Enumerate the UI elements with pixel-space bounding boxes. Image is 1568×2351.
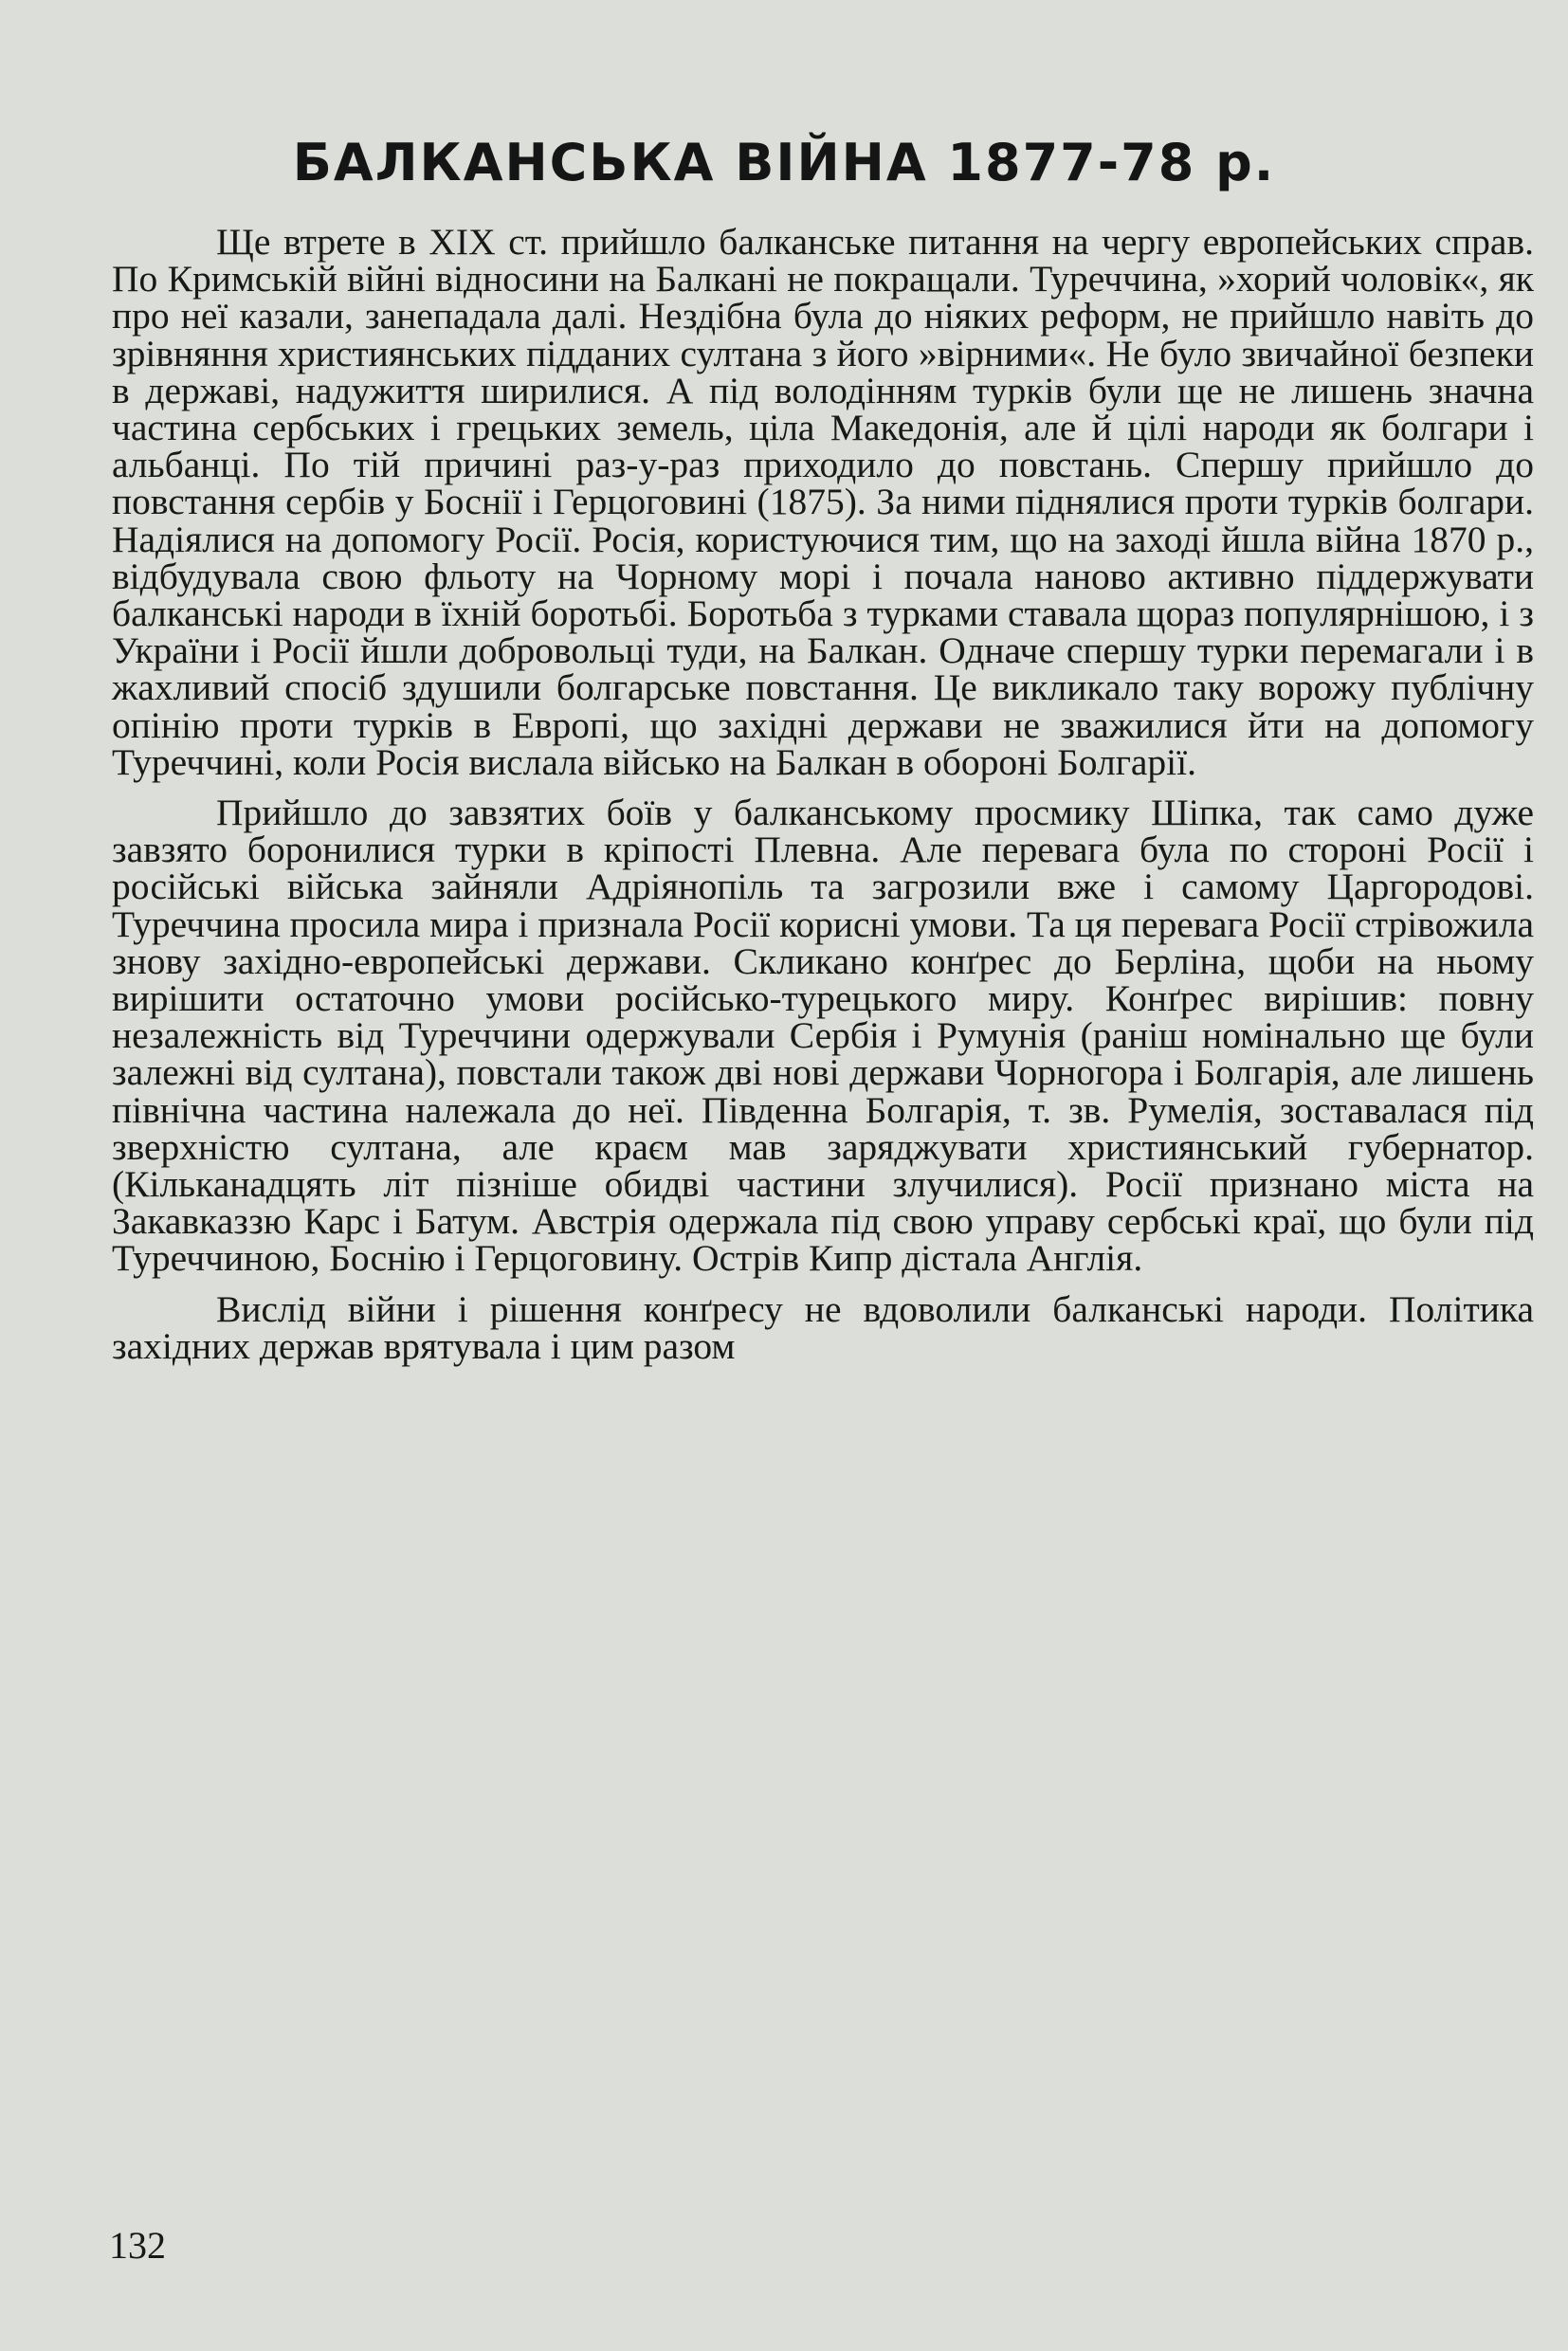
body-text [112,221,1534,1367]
paragraph-3: Вислід війни і рішення конґресу не вдоволили балканські народи. Політика західних держав врятувала і цим разом [112,1287,1534,1367]
page-number: 132 [109,2224,166,2267]
paragraph-2: Прийшло до завзятих боїв у балканському просмику Шіпка, так само дуже завзято боронилися турки в кріпості Плевна. Але перевага була по стороні Росії і російські війська зайняли Адріянопіль та загрозили вже і самому Царгородові. Туреччина просила мира і признала Росії корисні умови. Та ця перевага Росії стрівожила знову західно-европейські держави. Скликано конґрес до Берліна, щоби на ньому вирішити остаточно умови російсько-турецького миру. Конґрес вирішив: повну незалежність від Туреччини одержували Сербія і Румунія (раніш номінально ще були залежні від султана), повстали також дві нові держави Чорногора і Болгарія, але лишень північна частина належала до неї. Південна Болгарія, т. зв. Румелія, зоставалася під зверхністю султана, але краєм мав заряджувати християнський губернатор. (Кільканадцять літ пізніше обидві частини злучилися). Росії признано міста на Закавказзю Карс і Батум. Австрія одержала під свою управу сербські краї, що були під Туреччиною, Боснію і Герцоговину. Острів Кипр дістала Англія. [112,792,1534,1280]
page-title: БАЛКАНСЬКА ВІЙНА 1877-78 р. [292,133,1276,192]
paragraph-1: Ще втрете в ХІХ ст. прийшло балканське питання на чергу европейських справ. По Кримській війні відносини на Балкані не покращали. Туреччина, »хорий чоловік«, як про неї казали, занепадала далі. Нездібна була до ніяких реформ, не прийшло навіть до зрівняння християнських підданих султана з його »вірними«. Не було звичайної безпеки в державі, надужиття ширилися. А під володінням турків були ще не лишень значна частина сербських і грецьких земель, ціла Македонія, але й цілі народи як болгари і альбанці. По тій причині раз-у-раз приходило до повстань. Спершу прийшло до повстання сербів у Боснії і Герцоговині (1875). За ними піднялися проти турків болгари. Надіялися на допомогу Росії. Росія, користуючися тим, що на заході йшла війна 1870 р., відбудувала свою фльоту на Чорному морі і почала наново активно піддержувати балканські народи в їхній боротьбі. Боротьба з турками ставала щораз популярнішою, і з України і Росії йшли добровольці туди, на Балкан. Одначе спершу турки перемагали і в жахливий спосіб здушили болгарське повстання. Це викликало таку ворожу публічну опінію проти турків в Европі, що західні держави не зважилися йти на допомогу Туреччині, коли Росія вислала військо на Балкан в обороні Болгарії. [112,221,1534,783]
